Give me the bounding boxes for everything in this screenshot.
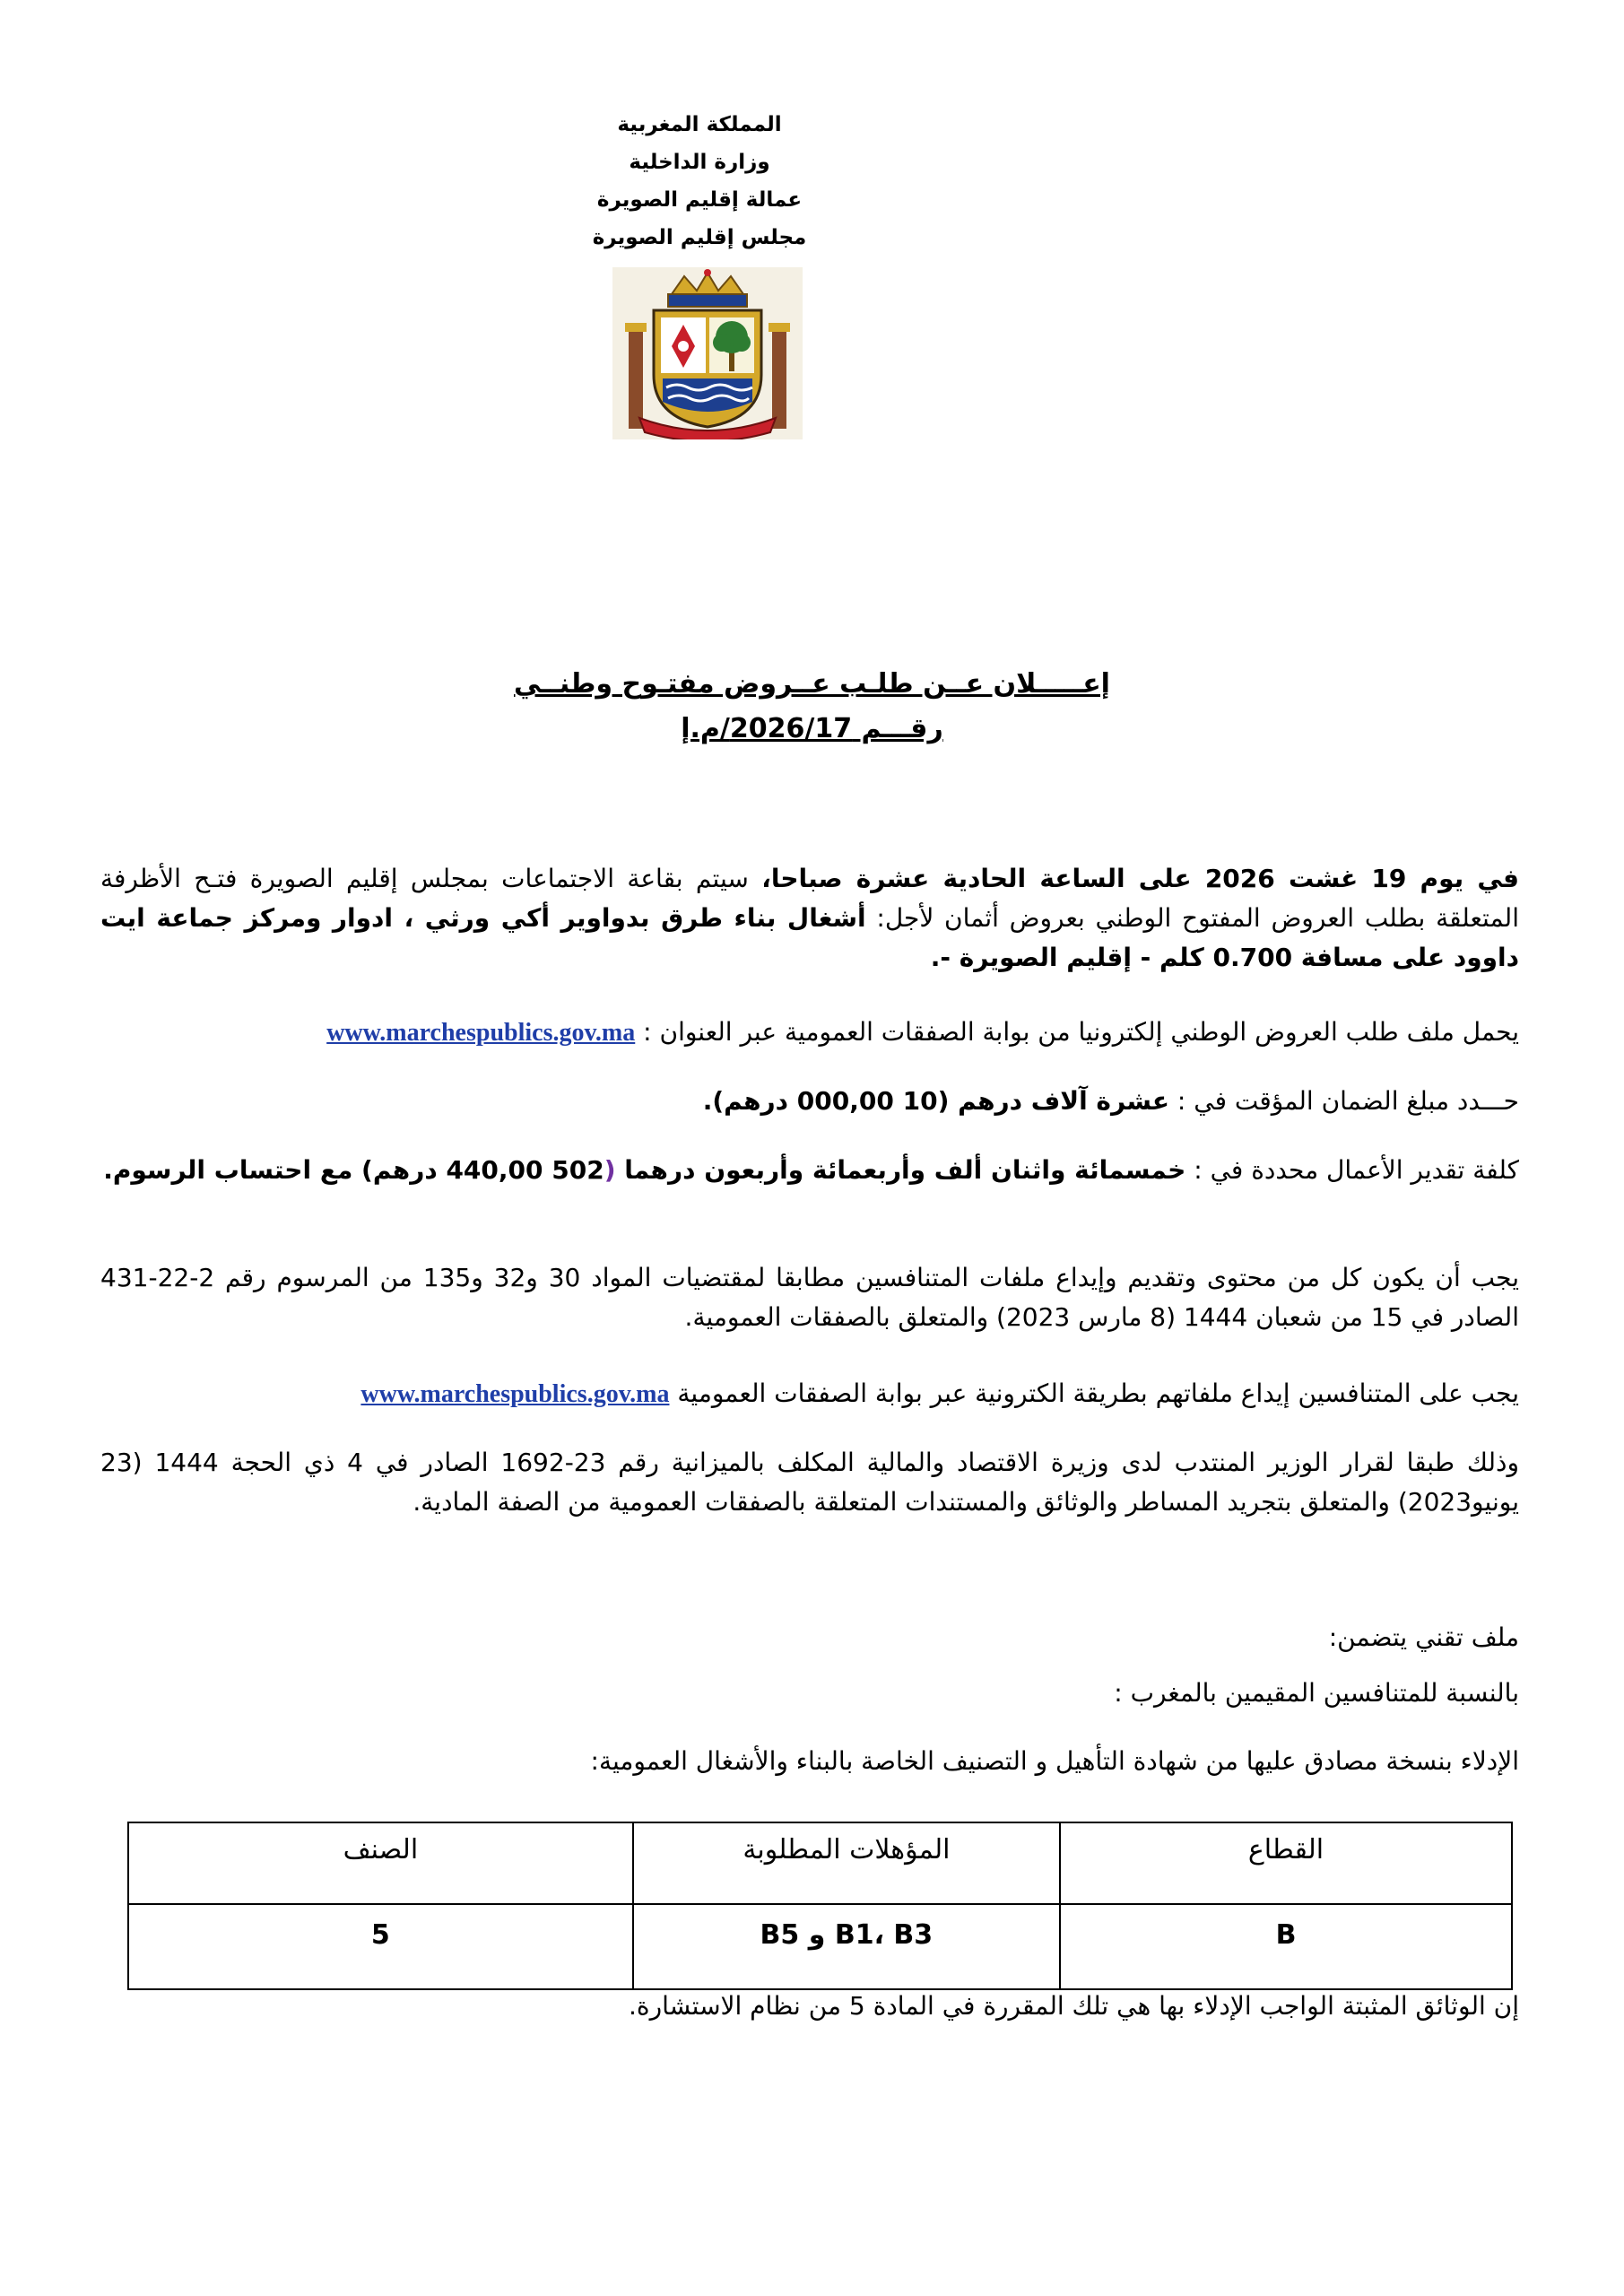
header-sector: القطاع xyxy=(1060,1822,1512,1904)
portal-link-2[interactable]: www.marchespublics.gov.ma xyxy=(360,1380,670,1408)
decree-paragraph: يجب أن يكون كل من محتوى وتقديم وإيداع ملفات المتنافسين مطابقا لمقتضيات المواد 30 و32 و135 من المرسوم رقم 2-22-431 الصادر في 15 من شعبان 1444 (8 مارس 2023) والمتعلق بالصفقات العمومية. xyxy=(100,1263,1520,1332)
electronic-deposit-paragraph xyxy=(100,1374,1519,1414)
dematerialization-paragraph: وذلك طبقا لقرار الوزير المنتدب لدى وزيرة الاقتصاد والمالية المكلف بالميزانية رقم 23-1692 الصادر في 4 ذي الحجة 1444 (23 يونيو2023) والمتعلق بتجريد المساطر والوثائق والمستندات المتعلقة بالصفقات العمومية من الصفة المادية. xyxy=(100,1448,1520,1517)
guarantee-text: حـــدد مبلغ الضمان المؤقت في : xyxy=(1169,1086,1519,1116)
guarantee-amount: عشرة آلاف درهم (10 000,00 درهم). xyxy=(702,1086,1170,1116)
opening-date: في يوم 19 غشت 2026 على الساعة الحادية عشرة صباحا، xyxy=(761,864,1519,893)
residents-heading: بالنسبة للمتنافسين المقيمين بالمغرب : xyxy=(1114,1678,1519,1708)
cell-sector: B xyxy=(1060,1904,1512,1989)
ministry-label: وزارة الداخلية xyxy=(629,151,770,174)
cell-qualifications: B1، B3 و B5 xyxy=(633,1904,1060,1989)
kingdom-label: المملكة المغربية xyxy=(617,113,782,136)
opening-text: سيتم بقاعة الاجتماعات بمجلس إقليم الصويرة فتـح الأظرفة المتعلقة بطلب العروض المفتوح الوطني بعروض أثمان لأجل: xyxy=(100,864,1519,933)
coat-of-arms-icon xyxy=(612,267,803,439)
table-row xyxy=(128,1904,1512,1989)
opening-paragraph xyxy=(100,859,1519,978)
download-paragraph xyxy=(100,1013,1519,1053)
header-qualifications: المؤهلات المطلوبة xyxy=(633,1822,1060,1904)
download-text: يحمل ملف طلب العروض الوطني إلكترونيا من بوابة الصفقات العمومية عبر العنوان : xyxy=(635,1017,1519,1047)
estimate-amount-words: خمسمائة واثنان ألف وأربعمائة وأربعون درهما xyxy=(615,1155,1186,1185)
header-class: الصنف xyxy=(128,1822,633,1904)
cell-class: 5 xyxy=(128,1904,633,1989)
qualification-table xyxy=(127,1822,1513,1990)
guarantee-paragraph xyxy=(100,1082,1519,1121)
tender-number: رقـــم 2026/17/م.إ xyxy=(681,713,943,744)
estimate-text: كلفة تقدير الأعمال محددة في : xyxy=(1185,1155,1519,1185)
deposit-text: يجب على المتنافسين إيداع ملفاتهم بطريقة الكترونية عبر بوابة الصفقات العمومية xyxy=(669,1378,1519,1408)
works-object: أشغال بناء طرق بدواوير أكي ورثي ، ادوار ومركز جماعة ايت داوود على مسافة 0.700 كلم - إقليم الصويرة -. xyxy=(100,903,1519,972)
announcement-title: إعـــــلان عــن طلـب عــروض مفتـوح وطنــي xyxy=(514,668,1110,700)
prefecture-label: عمالة إقليم الصويرة xyxy=(596,188,803,212)
estimate-amount-figures: 502 440,00 درهم) مع احتساب الرسوم. xyxy=(103,1155,604,1185)
estimate-paren: ( xyxy=(604,1155,616,1185)
issuing-authority xyxy=(556,106,843,257)
estimate-paragraph xyxy=(100,1151,1519,1190)
technical-file-heading: ملف تقني يتضمن: xyxy=(1328,1622,1519,1652)
supporting-documents-note: إن الوثائق المثبتة الواجب الإدلاء بها هي تلك المقررة في المادة 5 من نظام الاستشارة. xyxy=(629,1991,1519,2021)
portal-link[interactable]: www.marchespublics.gov.ma xyxy=(326,1019,636,1047)
qualification-requirement: الإدلاء بنسخة مصادق عليها من شهادة التأهيل و التصنيف الخاصة بالبناء والأشغال العمومية: xyxy=(590,1746,1519,1776)
table-header-row xyxy=(128,1822,1512,1904)
council-label: مجلس إقليم الصويرة xyxy=(592,226,807,249)
